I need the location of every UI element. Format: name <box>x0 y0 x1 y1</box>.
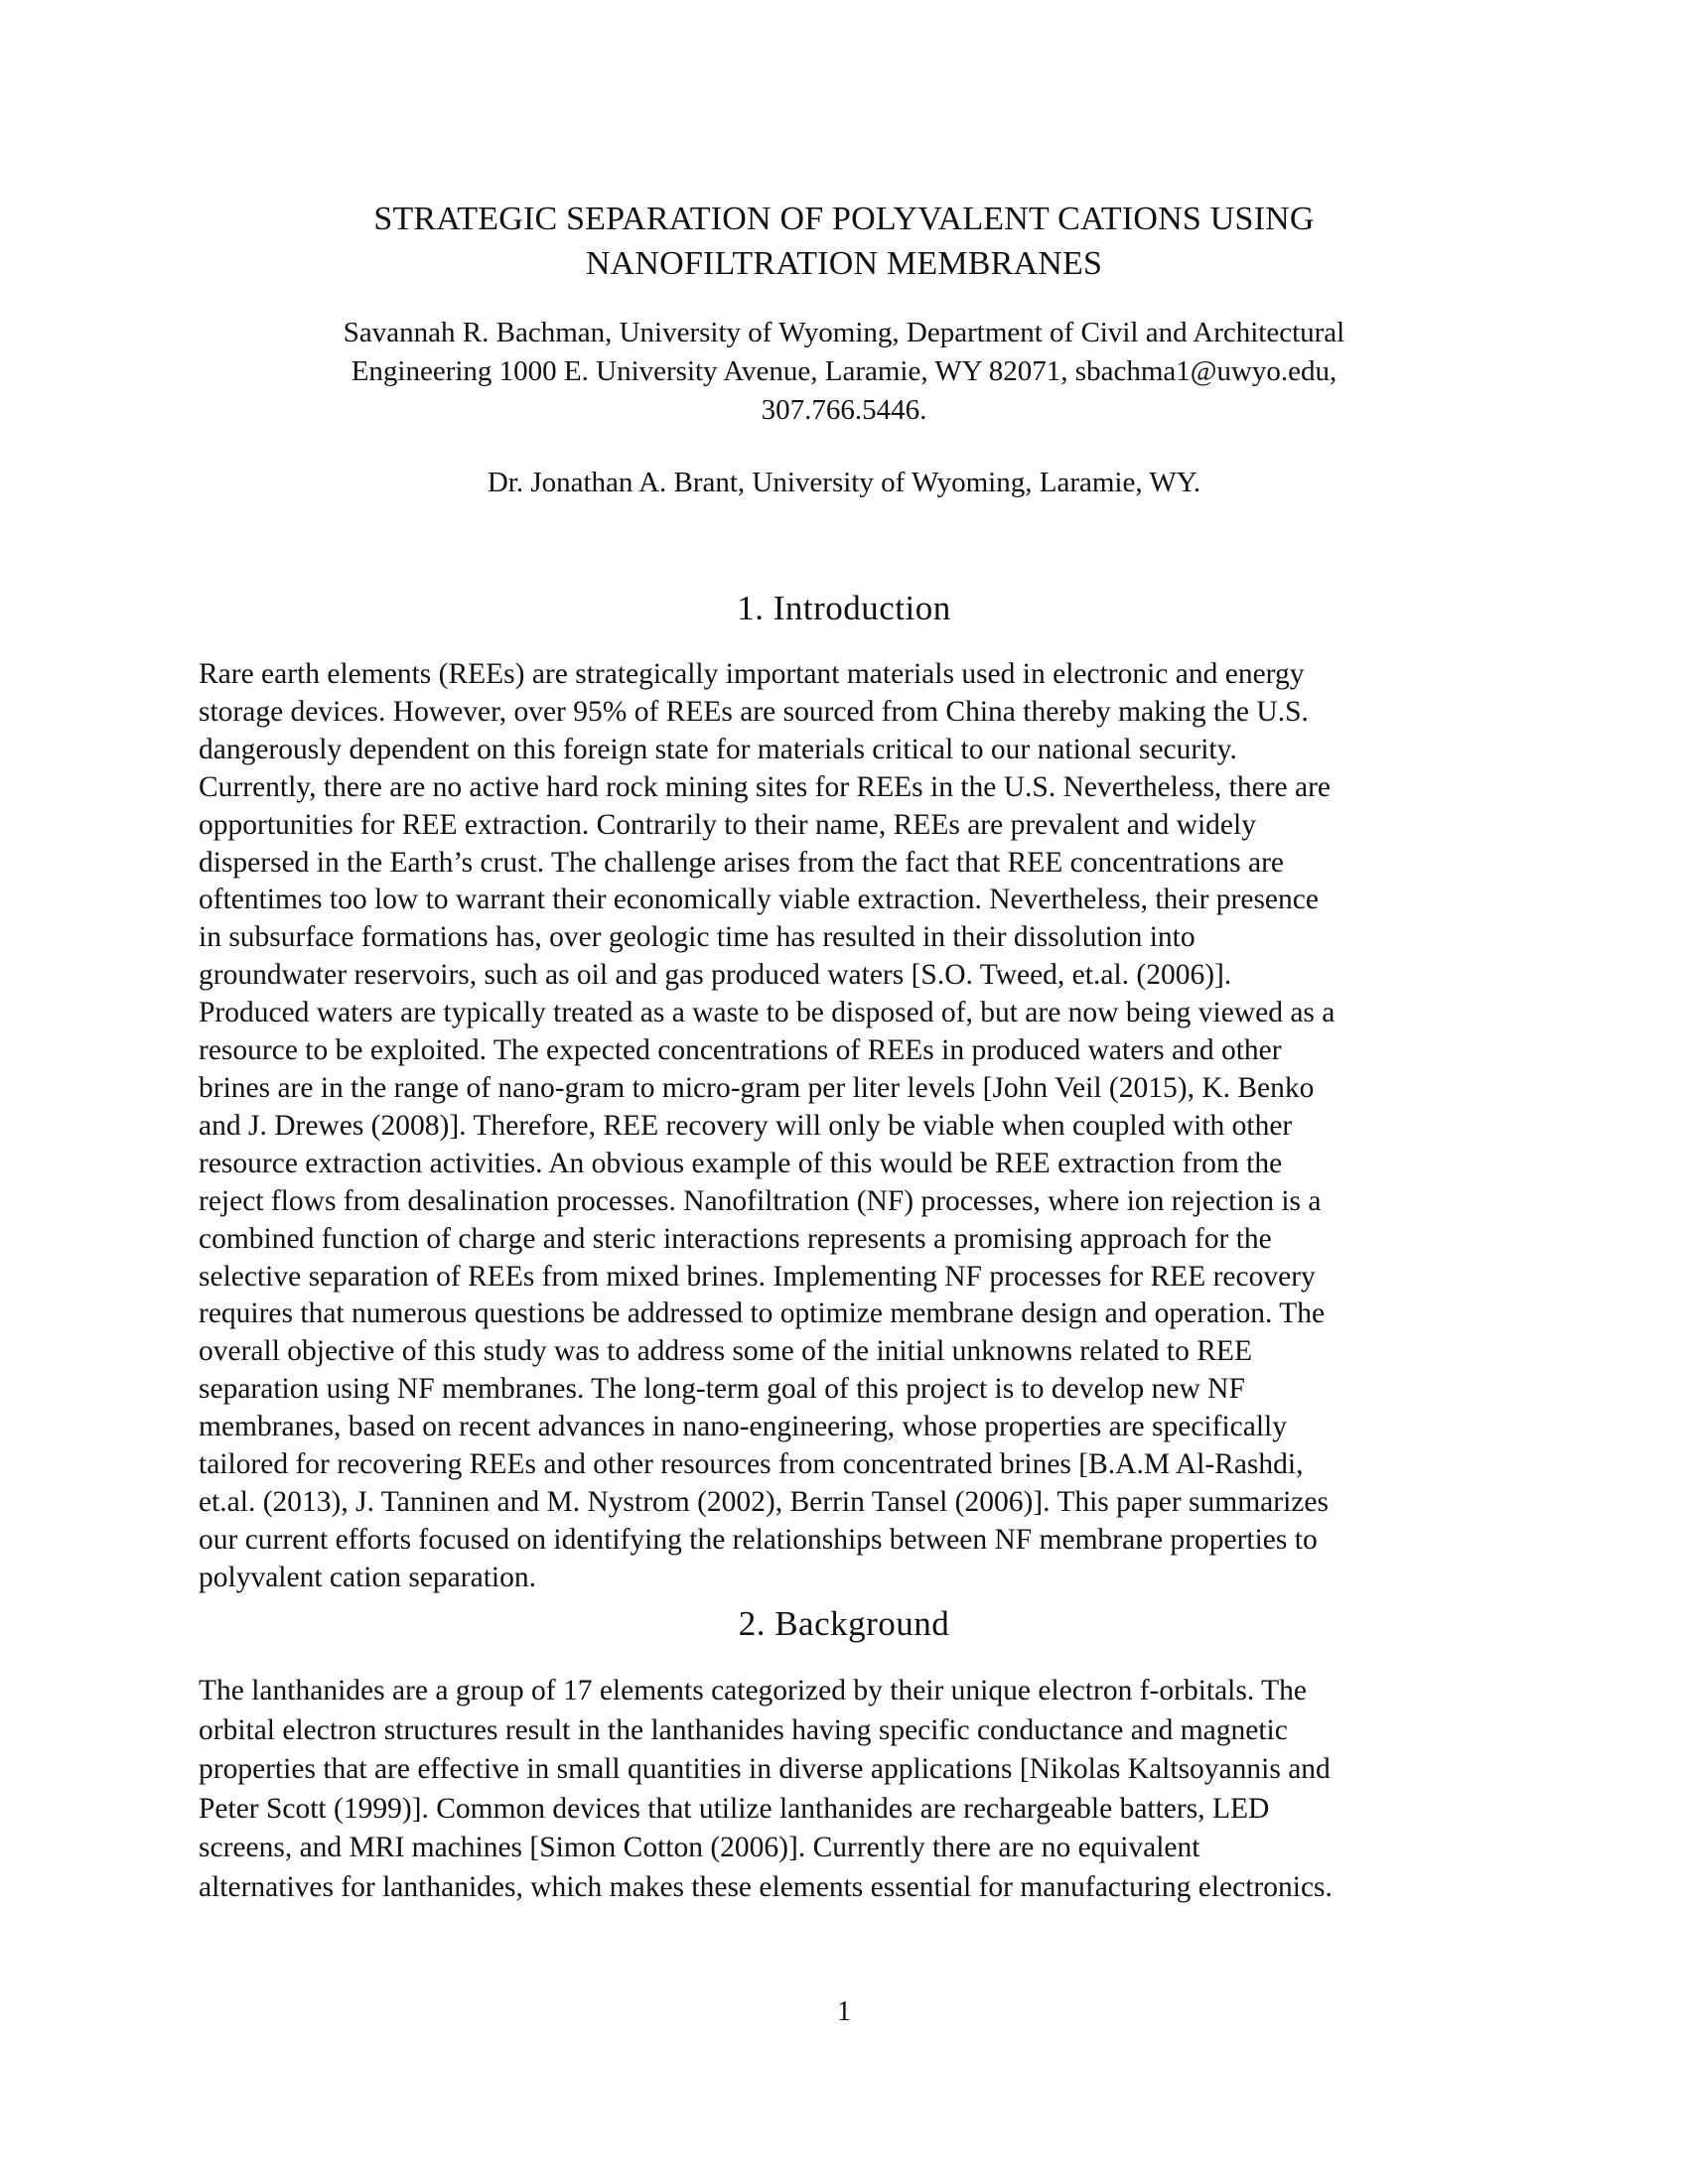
paragraph-line: properties that are effective in small quantities in diverse applications [Nikolas Kaltsoyannis and <box>199 1753 1331 1785</box>
page-number: 1 <box>837 1996 851 2027</box>
paragraph-line: dangerously dependent on this foreign state for materials critical to our national security. <box>199 733 1237 765</box>
paper-title-line: NANOFILTRATION MEMBRANES <box>585 245 1103 282</box>
paragraph-line: our current efforts focused on identifying the relationships between NF membrane properties to <box>199 1523 1318 1556</box>
paragraph-line: oftentimes too low to warrant their economically viable extraction. Nevertheless, their presence <box>199 884 1319 916</box>
background-paragraph <box>199 1672 1509 1907</box>
author-line: Savannah R. Bachman, University of Wyoming, Department of Civil and Architectural <box>343 317 1345 348</box>
section-heading-introduction: 1. Introduction <box>737 589 951 627</box>
paragraph-line: and J. Drewes (2008)]. Therefore, REE recovery will only be viable when coupled with other <box>199 1109 1293 1142</box>
paragraph-line: combined function of charge and steric interactions represents a promising approach for the <box>199 1222 1272 1255</box>
author-line: Engineering 1000 E. University Avenue, Laramie, WY 82071, sbachma1@uwyo.edu, <box>351 355 1337 387</box>
paper-title-line: STRATEGIC SEPARATION OF POLYVALENT CATIONS USING <box>373 201 1315 237</box>
paragraph-line: tailored for recovering REEs and other resources from concentrated brines [B.A.M Al-Rashdi, <box>199 1448 1304 1481</box>
paragraph-line: alternatives for lanthanides, which makes these elements essential for manufacturing electronics. <box>199 1870 1333 1903</box>
paragraph-line: selective separation of REEs from mixed brines. Implementing NF processes for REE recovery <box>199 1260 1316 1293</box>
author-affiliation <box>0 314 1688 430</box>
paragraph-line: Peter Scott (1999)]. Common devices that utilize lanthanides are rechargeable batters, LED <box>199 1792 1270 1825</box>
paragraph-line: brines are in the range of nano-gram to micro-gram per liter levels [John Veil (2015), K. Benko <box>199 1071 1315 1104</box>
author-line: 307.766.5446. <box>761 394 927 426</box>
paragraph-line: opportunities for REE extraction. Contrarily to their name, REEs are prevalent and widely <box>199 808 1256 841</box>
paragraph-line: overall objective of this study was to address some of the initial unknowns related to REE <box>199 1335 1252 1368</box>
paragraph-line: reject flows from desalination processes. Nanofiltration (NF) processes, where ion rejection is a <box>199 1184 1322 1217</box>
paragraph-line: requires that numerous questions be addressed to optimize membrane design and operation. The <box>199 1297 1326 1330</box>
paragraph-line: resource to be exploited. The expected concentrations of REEs in produced waters and other <box>199 1034 1282 1067</box>
introduction-paragraph <box>199 656 1509 1597</box>
paragraph-line: resource extraction activities. An obvious example of this would be REE extraction from the <box>199 1147 1283 1179</box>
paragraph-line: polyvalent cation separation. <box>199 1561 536 1593</box>
paragraph-line: groundwater reservoirs, such as oil and gas produced waters [S.O. Tweed, et.al. (2006)]. <box>199 959 1232 992</box>
paragraph-line: separation using NF membranes. The long-term goal of this project is to develop new NF <box>199 1373 1245 1406</box>
paragraph-line: storage devices. However, over 95% of REEs are sourced from China thereby making the U.S. <box>199 695 1309 728</box>
paragraph-line: screens, and MRI machines [Simon Cotton (2006)]. Currently there are no equivalent <box>199 1832 1200 1863</box>
paragraph-line: Currently, there are no active hard rock mining sites for REEs in the U.S. Nevertheless, there are <box>199 770 1332 803</box>
paragraph-line: Produced waters are typically treated as a waste to be disposed of, but are now being viewed as a <box>199 997 1336 1029</box>
paragraph-line: in subsurface formations has, over geologic time has resulted in their dissolution into <box>199 921 1196 954</box>
paper-title <box>0 197 1688 286</box>
paragraph-line: membranes, based on recent advances in nano-engineering, whose properties are specifically <box>199 1411 1287 1443</box>
paragraph-line: orbital electron structures result in the lanthanides having specific conductance and magnetic <box>199 1713 1288 1746</box>
paragraph-line: Rare earth elements (REEs) are strategically important materials used in electronic and energy <box>199 658 1305 690</box>
paragraph-line: dispersed in the Earth’s crust. The challenge arises from the fact that REE concentrations are <box>199 846 1285 879</box>
paragraph-line: et.al. (2013), J. Tanninen and M. Nystrom (2002), Berrin Tansel (2006)]. This paper summarizes <box>199 1485 1329 1518</box>
section-heading-background: 2. Background <box>738 1604 950 1643</box>
advisor-affiliation: Dr. Jonathan A. Brant, University of Wyoming, Laramie, WY. <box>487 467 1201 498</box>
paragraph-line: The lanthanides are a group of 17 elements categorized by their unique electron f-orbitals. The <box>199 1675 1307 1706</box>
